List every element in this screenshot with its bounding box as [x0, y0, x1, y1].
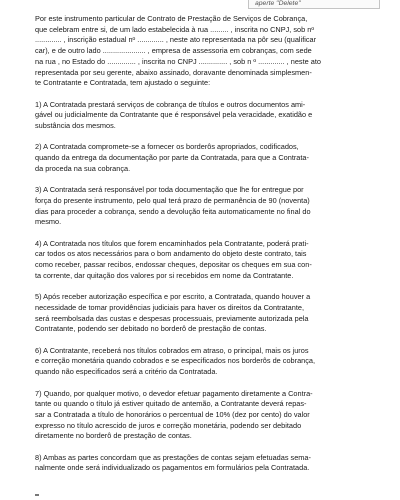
text-line: quando não especificados será a critério da Contratada. [35, 367, 218, 377]
contract-preamble [35, 14, 371, 89]
text-line: nalmente onde será individualizado os pagamentos em formulários pela Contratada. [35, 463, 310, 473]
text-line: será reembolsada das custas e despesas processuais, previamente autorizada pela [35, 313, 309, 323]
text-line: representada por seu gerente, abaixo assinado, doravante denominada simplesmen- [35, 67, 312, 77]
text-line: 5) Após receber autorização específica e por escrito, a Contratada, quando houver a [35, 292, 311, 302]
text-line: 7) Quando, por qualquer motivo, o devedor efetuar pagamento diretamente a Contra- [35, 388, 313, 398]
text-line: ta corrente, dar quitação dos valores por si recebidos em nome da Contratante. [35, 270, 294, 280]
text-line: dias para proceder a cobrança, sendo a devolução feita automaticamente no final do [35, 206, 311, 216]
text-line: 4) A Contratada nos títulos que forem encaminhados pela Contratante, poderá prati- [35, 238, 309, 248]
text-line: 3) A Contratada será responsável por toda documentação que lhe for entregue por [35, 185, 304, 195]
contract-clause-6 [35, 346, 371, 378]
text-line: te Contratante e Contratada, tem ajustado o seguinte: [35, 78, 211, 88]
delete-hint-label: aperte "Delete" [248, 0, 380, 9]
page-bottom-mark [35, 494, 39, 496]
contract-clause-8 [35, 453, 371, 474]
contract-text [35, 14, 371, 485]
text-line: Por este instrumento particular de Contrato de Prestação de Serviços de Cobrança, [35, 14, 308, 23]
text-line: tante ou quando o título já estiver quitado de antemão, a Contratante deverá repas- [35, 399, 307, 409]
text-line: e correção monetária quando cobrados e se especificados nos borderôs de cobrança, [35, 356, 316, 366]
text-line: car), e de outro lado ..................... , empresa de assessoria em cobranças, com sede [35, 46, 312, 56]
text-line: Contratante, podendo ser debitado no borderô de prestação de contas. [35, 324, 267, 334]
text-line: car todos os atos necessários para o bom andamento do objeto deste contrato, tais [35, 249, 307, 259]
text-line: como receber, passar recibos, endossar cheques, depositar os cheques em sua con- [35, 260, 312, 270]
text-line: 6) A Contratante, receberá nos títulos cobrados em atraso, o principal, mais os juros [35, 345, 309, 355]
text-line: expresso no título acrescido de juros e correção monetária, podendo ser debitado [35, 420, 302, 430]
contract-clause-7 [35, 389, 371, 443]
contract-clause-5 [35, 292, 371, 335]
text-line: força do presente instrumento, pelo qual terá prazo de permanência de 90 (noventa) [35, 195, 310, 205]
text-line: que celebram entre si, de um lado estabelecida à rua ......... , inscrita no CNPJ, sob nº [35, 24, 315, 34]
text-line: 2) A Contratada compromete-se a fornecer os borderôs apropriados, codificados, [35, 142, 299, 152]
text-line: necessidade de tomar providências judiciais para haver os direitos da Contratante, [35, 302, 305, 312]
contract-clause-3 [35, 185, 371, 228]
text-line: substância dos mesmos. [35, 121, 116, 131]
text-line: diretamente no borderô de prestação de contas. [35, 431, 192, 441]
text-line: mesmo. [35, 217, 62, 227]
text-line: gável ou judicialmente da Contratante que é responsável pela veracidade, exatidão e [35, 110, 313, 120]
contract-clause-4 [35, 239, 371, 282]
text-line: da proceda na sua cobrança. [35, 163, 131, 173]
contract-clause-2 [35, 142, 371, 174]
text-line: sar a Contratada a título de honorários o percentual de 10% (dez por cento) do valor [35, 409, 310, 419]
contract-clause-1 [35, 100, 371, 132]
text-line: 8) Ambas as partes concordam que as prestações de contas sejam efetuadas sema- [35, 452, 311, 462]
text-line: quando da entrega da documentação por parte da Contratada, para que a Contrata- [35, 153, 309, 163]
text-line: ............. , inscrição estadual nº ............. , neste ato representada na pôr seu (qualificar [35, 35, 317, 45]
text-line: na rua , no Estado do .............. , inscrita no CNPJ .............. , sob n º ............. , neste ato [35, 56, 321, 66]
text-line: 1) A Contratada prestará serviços de cobrança de títulos e outros documentos ami- [35, 99, 306, 109]
